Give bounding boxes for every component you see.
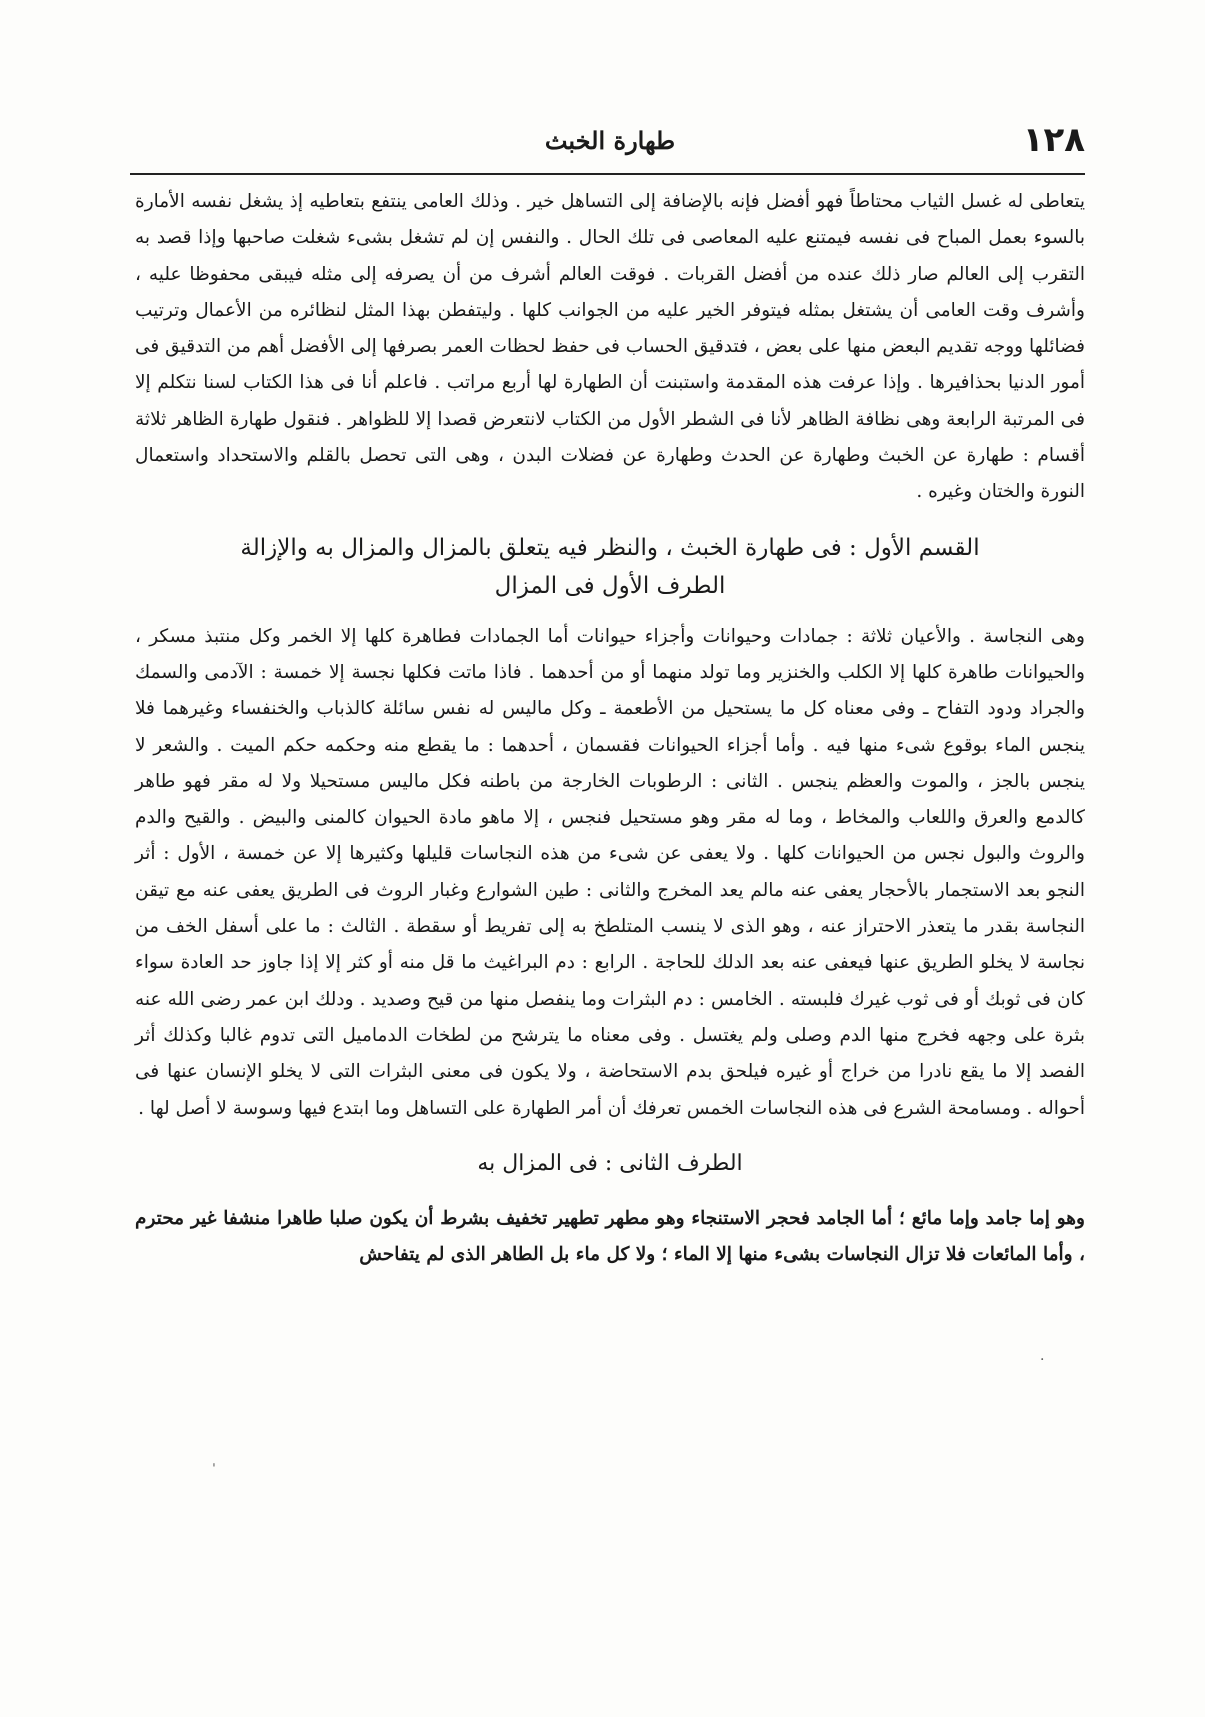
page-number: ١٢٨ — [1022, 120, 1085, 160]
page-body — [135, 184, 1085, 1273]
paragraph-intro: يتعاطى له غسل الثياب محتاطاً فهو أفضل فإنه بالإضافة إلى التساهل خير . وذلك العامى ينتفع بتعاطيه إذ يشغل نفسه الأمارة بالسوء بعمل المباح فى نفسه فيمتنع عليه المعاصى فى تلك الحال . والنفس إن لم تشغل بشىء شغلت صاحبها وإذا قصد به التقرب إلى العالم صار ذلك عنده من أفضل القربات . فوقت العالم أشرف من أن يصرفه إلى مثله فيبقى محفوظا عليه ، وأشرف وقت العامى أن يشتغل بمثله فيتوفر الخير عليه من الجوانب كلها . وليتفطن بهذا المثل لنظائره من الأعمال وترتيب فضائلها ووجه تقديم البعض منها على بعض ، فتدقيق الحساب فى حفظ لحظات العمر بصرفها إلى الأفضل أهم من التدقيق فى أمور الدنيا بحذافيرها . وإذا عرفت هذه المقدمة واستبنت أن الطهارة لها أربع مراتب . فاعلم أنا فى هذا الكتاب لسنا نتكلم إلا فى المرتبة الرابعة وهى نظافة الظاهر لأنا فى الشطر الأول من الكتاب لانتعرض قصدا إلا للظواهر . فنقول طهارة الظاهر ثلاثة أقسام : طهارة عن الخبث وطهارة عن الحدث وطهارة عن فضلات البدن ، وهى التى تحصل بالقلم والاستحداد واستعمال النورة والختان وغيره . — [135, 191, 1085, 503]
header-rule — [130, 173, 1085, 175]
part-one-heading: الطرف الأول فى المزال — [494, 572, 726, 599]
stray-mark: ˈ — [212, 1462, 216, 1478]
part-two-heading: الطرف الثانى : فى المزال به — [477, 1150, 743, 1176]
paragraph-purifiers: وهو إما جامد وإما مائع ؛ أما الجامد فحجر الاستنجاء وهو مطهر تطهير تخفيف بشرط أن يكون صلبا طاهرا منشفا غير محترم ، وأما المائعات فلا تزال النجاسات بشىء منها إلا الماء ؛ ولا كل ماء بل الطاهر الذى لم يتفاحش — [135, 1207, 1085, 1266]
stray-mark: · — [1040, 1352, 1045, 1368]
section-heading: القسم الأول : فى طهارة الخبث ، والنظر فيه يتعلق بالمزال والمزال به والإزالة — [240, 534, 980, 561]
running-title: طهارة الخبث — [544, 126, 676, 155]
paragraph-impurities: وهى النجاسة . والأعيان ثلاثة : جمادات وحيوانات وأجزاء حيوانات أما الجمادات فطاهرة كلها إلا الخمر وكل منتبذ مسكر ، والحيوانات طاهرة كلها إلا الكلب والخنزير وما تولد منهما أو من أحدهما . فاذا ماتت فكلها نجسة إلا خمسة : الآدمى والسمك والجراد ودود التفاح ـ وفى معناه كل ما يستحيل من الأطعمة ـ وكل ماليس له نفس سائلة كالذباب والخنفساء وغيرهما فلا ينجس الماء بوقوع شىء منها فيه . وأما أجزاء الحيوانات فقسمان ، أحدهما : ما يقطع منه وحكمه حكم الميت . والشعر لا ينجس بالجز ، والموت والعظم ينجس . الثانى : الرطوبات الخارجة من باطنه فكل ماليس مستحيلا ولا له مقر فهو طاهر كالدمع والعرق واللعاب والمخاط ، وما له مقر وهو مستحيل فنجس ، إلا ماهو مادة الحيوان كالمنى والبيض . والقيح والدم والروث والبول نجس من الحيوانات كلها . ولا يعفى عن شىء من هذه النجاسات قليلها وكثيرها إلا عن خمسة ، الأول : أثر النجو بعد الاستجمار بالأحجار يعفى عنه مالم يعد المخرج والثانى : طين الشوارع وغبار الروث فى الطريق يعفى عنه مع تيقن النجاسة بقدر ما يتعذر الاحتراز عنه ، وهو الذى لا ينسب المتلطخ به إلى تفريط أو سقطة . الثالث : ما على أسفل الخف من نجاسة لا يخلو الطريق عنها فيعفى عنه بعد الدلك للحاجة . الرابع : دم البراغيث ما قل منه أو كثر إلا إذا جاوز حد العادة سواء كان فى ثوبك أو فى ثوب غيرك فلبسته . الخامس : دم البثرات وما ينفصل منها من قيح وصديد . ودلك ابن عمر رضى الله عنه بثرة على وجهه فخرج منها الدم وصلى ولم يغتسل . وفى معناه ما يترشح من لطخات الدماميل التى تدوم غالبا وكذلك أثر الفصد إلا ما يقع نادرا من خراج أو غيره فيلحق بدم الاستحاضة ، ولا يكون فى معنى البثرات التى لا يخلو الإنسان عنها فى أحواله . ومسامحة الشرع فى هذه النجاسات الخمس تعرفك أن أمر الطهارة على التساهل وما ابتدع فيها وسوسة لا أصل لها . — [135, 625, 1085, 1119]
page-header — [135, 118, 1085, 170]
